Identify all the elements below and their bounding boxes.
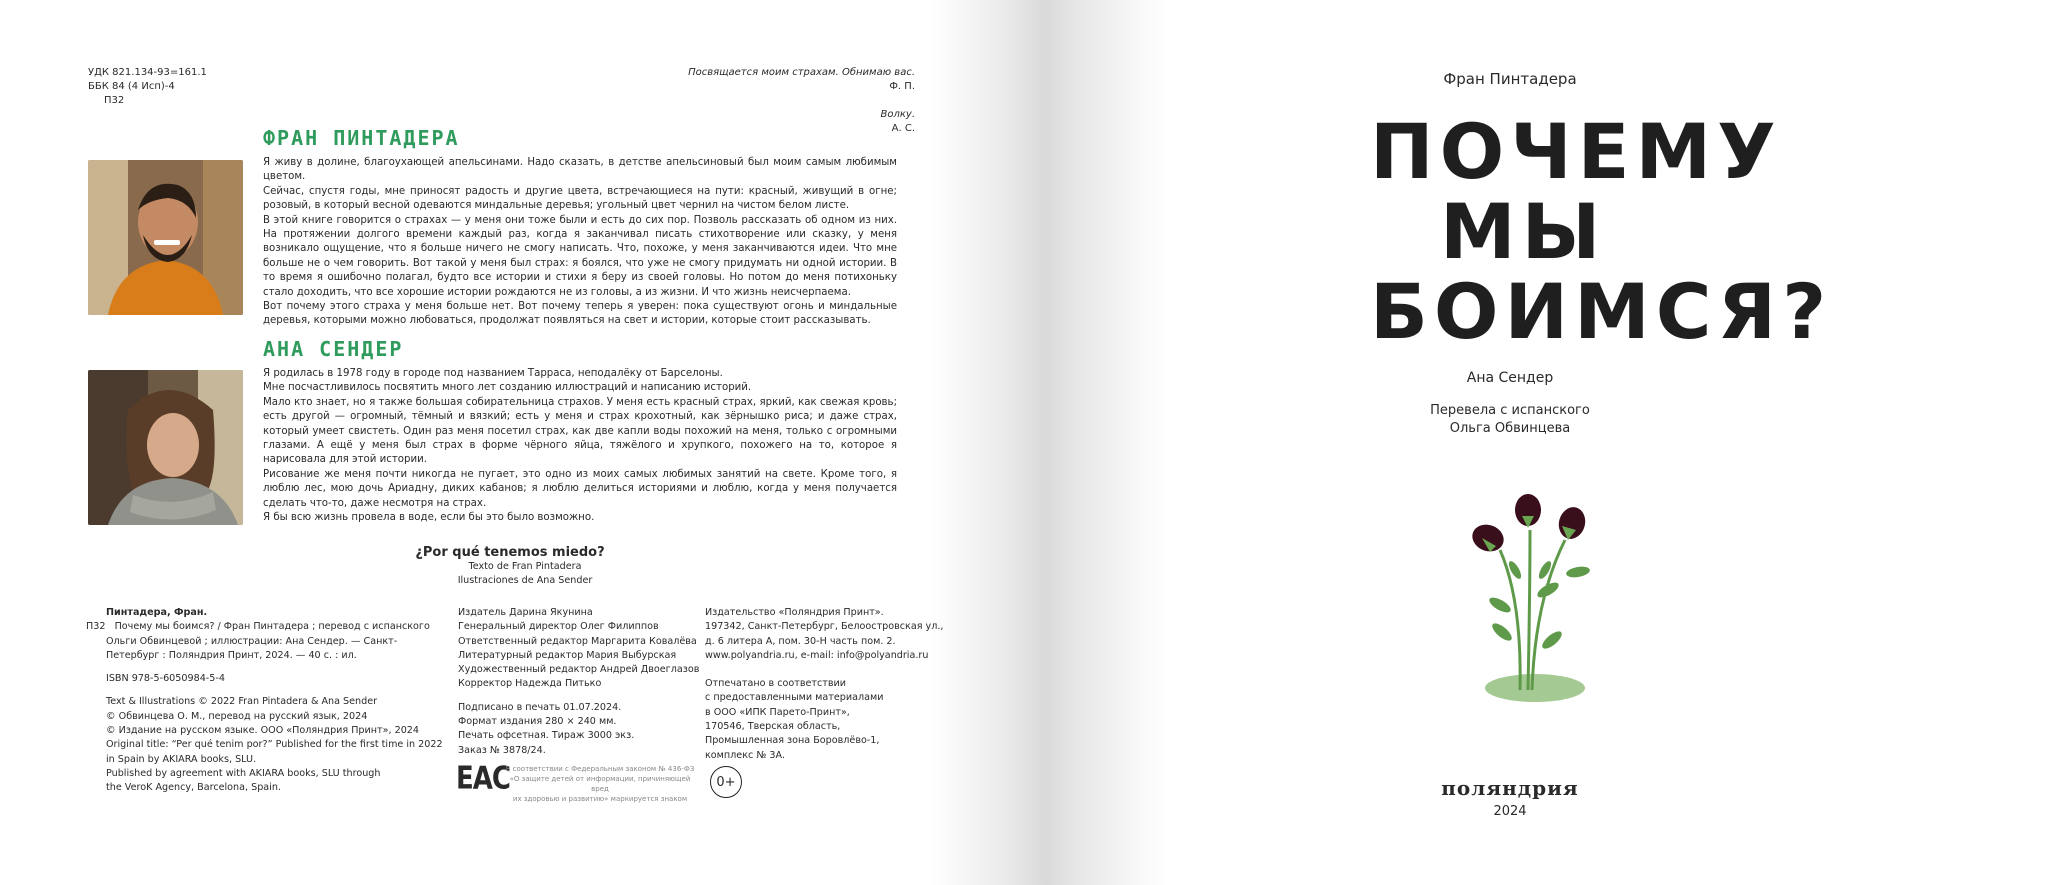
staff-line: Издатель Дарина Якунина (458, 607, 593, 618)
bio-paragraph: Мне посчастливилось посвятить много лет созданию иллюстраций и написанию историй. (263, 382, 752, 394)
printer-line: Отпечатано в соответствии (705, 678, 846, 690)
bio-paragraph: Сейчас, спустя годы, мне приносят радость и другие цвета, встречающиеся на пути: красный, живущий в огне; розовый, в который весной одеваются миндальные деревья; угольный цвет чернил на чистом белом листе. (263, 185, 897, 212)
bbk-code: ББК 84 (4 Исп)-4 (88, 81, 175, 92)
staff-line: Корректор Надежда Питько (458, 678, 602, 690)
print-info-line: Формат издания 280 × 240 мм. (458, 716, 617, 728)
translator-line: Перевела с испанского (1430, 403, 1590, 418)
book-title (1370, 107, 1833, 356)
print-info-line: Подписано в печать 01.07.2024. (458, 701, 622, 713)
author-mark: П32 (104, 95, 125, 106)
printer-line: с предоставленными материалами (705, 692, 884, 704)
staff-credits (458, 606, 699, 758)
staff-line: Ответственный редактор Маргарита Ковалёва (458, 635, 697, 647)
original-title-block (415, 545, 610, 589)
original-author: Texto de Fran Pintadera (468, 561, 582, 572)
plant-illustration (1460, 480, 1610, 714)
dedication-line: Посвящается моим страхам. Обнимаю вас. (688, 67, 915, 78)
publisher-line: Издательство «Поляндрия Принт». (705, 607, 884, 618)
catalog-code: П32 (86, 621, 106, 633)
udk-block (88, 66, 207, 108)
book-title-line: МЫ (1440, 187, 1607, 276)
print-info-line: Заказ № 3878/24. (458, 744, 546, 756)
book-title-line: ПОЧЕМУ (1370, 107, 1782, 196)
eac-notice-line: В соответствии с Федеральным законом № 436-ФЗ (505, 765, 695, 773)
copyright-block (86, 695, 443, 795)
catalog-entry: Петербург : Поляндрия Принт, 2024. — 40 с. : ил. (106, 649, 357, 661)
dedication-signature: Ф. П. (889, 81, 915, 92)
catalog-entry: Ольги Обвинцевой ; иллюстрации: Ана Сендер. — Санкт- (106, 635, 398, 647)
bio-paragraph: Вот почему этого страха у меня больше нет. Вот почему теперь я уверен: пока существуют огонь и миндальные деревья, которыми можно любоваться, продолжат появляться на свет и истории, которые стоит рассказывать. (263, 301, 897, 327)
copyright-line: © Издание на русском языке. ООО «Поляндрия Принт», 2024 (106, 725, 420, 737)
copyright-line: Published by agreement with AKIARA books, SLU through (106, 767, 381, 779)
staff-line: Генеральный директор Олег Филиппов (458, 621, 659, 633)
staff-line: Литературный редактор Мария Выбурская (458, 649, 677, 661)
publisher-line: www.polyandria.ru, e-mail: info@polyandria.ru (705, 649, 929, 661)
print-info-line: Печать офсетная. Тираж 3000 экз. (458, 730, 635, 742)
publisher-logo: поляндрия (1441, 776, 1579, 800)
author-photo (88, 160, 243, 315)
publication-year: 2024 (1493, 804, 1527, 819)
author-heading: ФРАН ПИНТАДЕРА (263, 126, 460, 150)
age-rating-badge: 0+ (710, 766, 742, 798)
publisher-line: д. 6 литера А, пом. 30-Н часть пом. 2. (705, 635, 896, 647)
udk-code: УДК 821.134-93=161.1 (88, 67, 207, 78)
copyright-line: Original title: “Per qué tenim por?” Published for the first time in 2022 (106, 739, 443, 751)
copyright-line: the VeroK Agency, Barcelona, Spain. (106, 782, 281, 794)
original-title: ¿Por qué tenemos miedo? (415, 545, 605, 560)
title-page-author: Фран Пинтадера (1443, 70, 1577, 88)
title-page-translator (1360, 402, 1660, 438)
catalog-heading: Пинтадера, Фран. (106, 607, 208, 618)
dedication (688, 66, 915, 136)
bio-paragraph: Рисование же меня почти никогда не пугает, это одно из моих самых любимых занятий на свете. Кроме того, я люблю лес, мою дочь Ариадну, диких кабанов; я люблю делиться историями и люблю, когда у меня получается сделать что-то, даже несмотря на страх. (263, 468, 897, 509)
eac-notice (500, 764, 700, 804)
catalog-card (86, 606, 443, 796)
copyright-line: Text & Illustrations © 2022 Fran Pintadera & Ana Sender (106, 696, 378, 708)
eac-notice-line: их здоровью и развитию» маркируется знаком (512, 795, 688, 803)
illustrator-photo (88, 370, 243, 525)
publisher-info (705, 606, 943, 763)
publisher-line: 197342, Санкт-Петербург, Белоостровская ул., (705, 621, 944, 633)
dedication-line: Волку. (880, 109, 915, 120)
bio-paragraph: Я бы всю жизнь провела в воде, если бы это было возможно. (263, 512, 595, 524)
eac-notice-line: «О защите детей от информации, причиняющей вред (509, 775, 691, 793)
copyright-line: in Spain by AKIARA books, SLU. (106, 753, 257, 765)
title-page-illustrator: Ана Сендер (1466, 370, 1554, 386)
bio-paragraph: Я родилась в 1978 году в городе под названием Тарраса, неподалёку от Барселоны. (263, 368, 723, 379)
staff-line: Художественный редактор Андрей Двоеглазов (458, 664, 700, 676)
dedication-signature: А. С. (891, 123, 915, 134)
book-gutter-shadow (930, 0, 1170, 885)
catalog-entry: Почему мы боимся? / Фран Пинтадера ; перевод с испанского (114, 621, 430, 633)
bio-paragraph: Я живу в долине, благоухающей апельсинами. Надо сказать, в детстве апельсиновый был моим самым любимым цветом. (263, 157, 897, 183)
printer-line: в ООО «ИПК Парето-Принт», (705, 706, 850, 718)
author-bio (263, 156, 897, 329)
printer-line: 170546, Тверская область, (705, 721, 841, 733)
illustrator-bio (263, 367, 897, 525)
translator-line: Ольга Обвинцева (1449, 421, 1571, 436)
eac-mark: EAC (456, 761, 510, 797)
bio-paragraph: В этой книге говорится о страхах — у меня они тоже были и есть до сих пор. Позволь рассказать об одном из них. На протяжении долгого времени каждый раз, когда я заканчивал писать стихотворение или сказку, у меня возникало ощущение, что я больше ничего не смогу написать. Что, похоже, у меня заканчиваются идеи. Что мне больше не о чем говорить. Вот такой у меня был страх: я боялся, что уже не смогу придумать ни одной истории. В то время я ошибочно полагал, будто все истории и стихи я беру из своей головы. Но потом до меня потихоньку стало доходить, что все хорошие истории рождаются не из головы, а из жизни. И что жизнь неисчерпаема. (263, 214, 897, 298)
copyright-line: © Обвинцева О. М., перевод на русский язык, 2024 (106, 710, 368, 722)
printer-line: Промышленная зона Боровлёво-1, (705, 735, 880, 747)
original-illustrator: Ilustraciones de Ana Sender (457, 575, 593, 587)
book-title-line: БОИМСЯ? (1370, 267, 1833, 356)
illustrator-heading: АНА СЕНДЕР (263, 337, 404, 361)
isbn: ISBN 978-5-6050984-5-4 (106, 673, 225, 685)
bio-paragraph: Мало кто знает, но я также большая собирательница страхов. У меня есть красный страх, яркий, как свежая кровь; есть другой — огромный, тёмный и вязкий; есть у меня и страх крохотный, как зёрнышко риса; и даже страх, который умеет свистеть. Один раз меня посетил страх, как две капли воды похожий на меня, только с огромными глазами. А ещё у меня был страх в форме чёрного яйца, тяжёлого и хрупкого, похожего на то, которое я нарисовала для этой истории. (263, 396, 897, 466)
printer-line: комплекс № 3А. (705, 749, 786, 761)
